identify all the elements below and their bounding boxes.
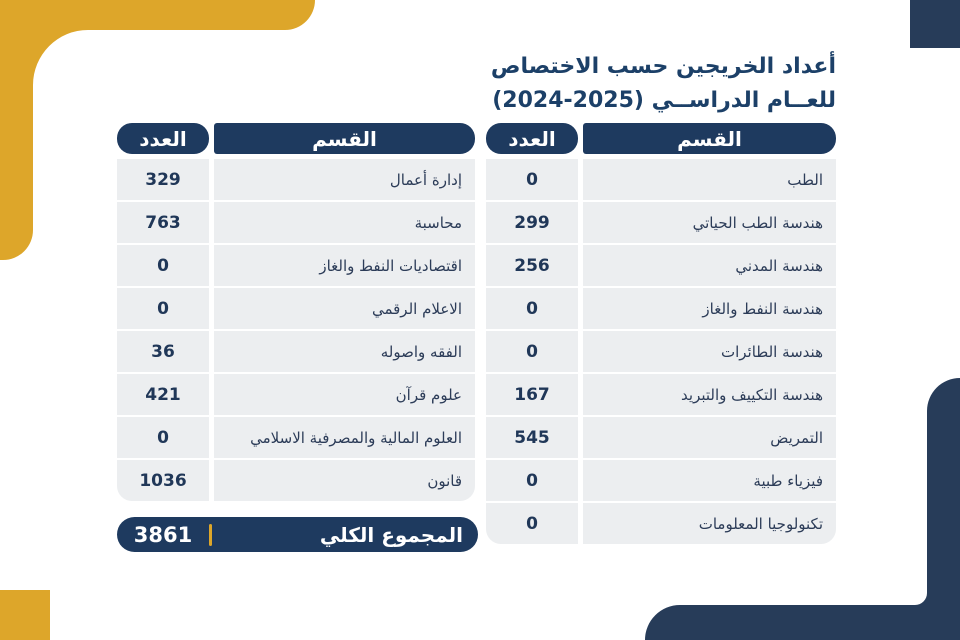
table-row [117, 417, 475, 458]
dept-cell: هندسة التكييف والتبريد [583, 374, 836, 415]
table-header [486, 123, 836, 154]
dept-column-header: القسم [583, 123, 836, 154]
count-cell: 167 [486, 374, 578, 415]
dept-cell: محاسبة [214, 202, 475, 243]
dept-cell: هندسة النفط والغاز [583, 288, 836, 329]
table-row [117, 331, 475, 372]
count-cell: 36 [117, 331, 209, 372]
table-row [117, 460, 475, 501]
table-row [486, 245, 836, 286]
table-row [486, 331, 836, 372]
count-cell: 0 [117, 288, 209, 329]
count-cell: 0 [486, 288, 578, 329]
table-header [117, 123, 475, 154]
page-title [491, 50, 836, 118]
page-title-line-1: أعداد الخريجين حسب الاختصاص [490, 54, 836, 79]
dept-cell: العلوم المالية والمصرفية الاسلامي [214, 417, 475, 458]
count-cell: 763 [117, 202, 209, 243]
page-title-line-2: للعــام الدراســي (2025-2024) [492, 88, 836, 113]
count-cell: 0 [486, 503, 578, 544]
dept-cell: تكنولوجيا المعلومات [583, 503, 836, 544]
count-cell: 545 [486, 417, 578, 458]
table-row [486, 417, 836, 458]
departments-table-left [117, 123, 475, 503]
table-row [486, 460, 836, 501]
corner-accent-bottom-left [0, 590, 50, 640]
grand-total-value: 3861 [133, 522, 193, 547]
grand-total-label: المجموع الكلي [319, 522, 463, 547]
grand-total-bar [117, 517, 478, 552]
count-cell: 256 [486, 245, 578, 286]
gold-divider [209, 524, 212, 546]
table-row [117, 245, 475, 286]
count-column-header: العدد [486, 123, 578, 154]
table-row [486, 503, 836, 544]
dept-cell: الفقه واصوله [214, 331, 475, 372]
table-row [486, 202, 836, 243]
count-cell: 1036 [117, 460, 209, 501]
count-cell: 0 [117, 245, 209, 286]
table-row [117, 288, 475, 329]
dept-cell: التمريض [583, 417, 836, 458]
dept-cell: إدارة أعمال [214, 159, 475, 200]
table-row [486, 288, 836, 329]
count-cell: 0 [486, 331, 578, 372]
dept-cell: اقتصاديات النفط والغاز [214, 245, 475, 286]
count-cell: 0 [486, 159, 578, 200]
table-row [486, 374, 836, 415]
departments-table-right [486, 123, 836, 546]
dept-cell: علوم قرآن [214, 374, 475, 415]
dept-cell: هندسة الطائرات [583, 331, 836, 372]
table-row [117, 374, 475, 415]
count-cell: 0 [486, 460, 578, 501]
count-cell: 421 [117, 374, 209, 415]
table-row [117, 159, 475, 200]
table-row [486, 159, 836, 200]
table-row [117, 202, 475, 243]
dept-cell: الطب [583, 159, 836, 200]
corner-accent-top-right [910, 0, 960, 48]
count-cell: 0 [117, 417, 209, 458]
count-column-header: العدد [117, 123, 209, 154]
dept-cell: فيزياء طبية [583, 460, 836, 501]
dept-cell: الاعلام الرقمي [214, 288, 475, 329]
dept-cell: قانون [214, 460, 475, 501]
count-cell: 299 [486, 202, 578, 243]
dept-cell: هندسة الطب الحياتي [583, 202, 836, 243]
dept-cell: هندسة المدني [583, 245, 836, 286]
count-cell: 329 [117, 159, 209, 200]
dept-column-header: القسم [214, 123, 475, 154]
